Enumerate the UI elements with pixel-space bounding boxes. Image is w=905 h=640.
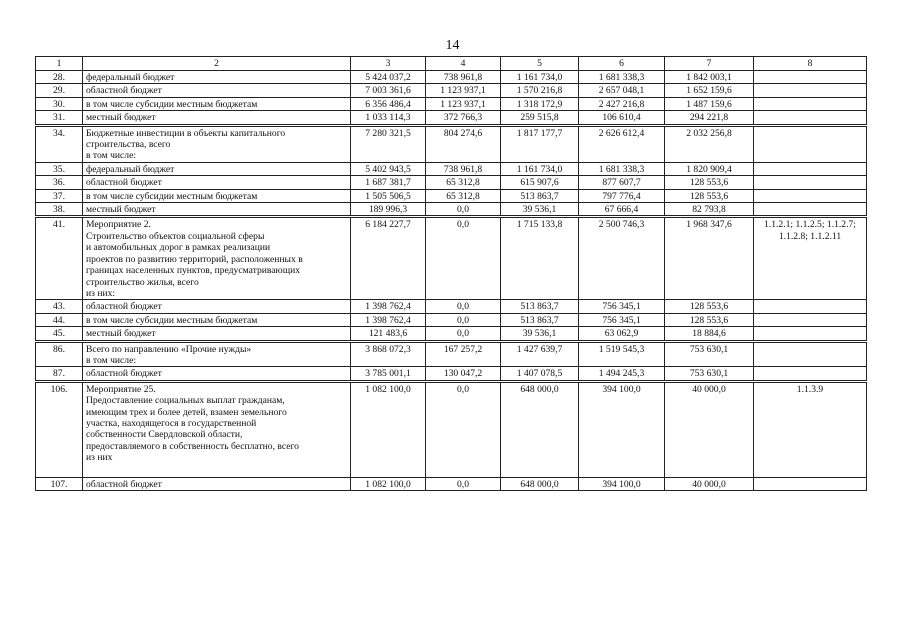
table-row [36,111,867,125]
target-indicator-refs [754,162,867,175]
table-header-row [36,57,867,71]
value-col-6: 797 776,4 [579,189,665,202]
value-col-5: 39 536,1 [501,327,579,341]
row-description: местный бюджет [83,327,351,341]
value-col-4: 0,0 [426,313,501,326]
target-indicator-refs [754,477,867,490]
value-col-5: 1 161 734,0 [501,162,579,175]
row-description: в том числе субсидии местным бюджетам [83,313,351,326]
value-col-4: 0,0 [426,217,501,300]
value-col-7: 40 000,0 [665,477,754,490]
value-col-7: 18 884,6 [665,327,754,341]
row-description: федеральный бюджет [83,71,351,84]
value-col-5: 1 570 216,8 [501,84,579,97]
row-description: областной бюджет [83,300,351,313]
table-row [36,300,867,313]
row-description: в том числе субсидии местным бюджетам [83,97,351,110]
value-col-5: 513 863,7 [501,300,579,313]
row-description: Бюджетные инвестиции в объекты капитального строительства, всего в том числе: [83,125,351,162]
value-col-6: 67 666,4 [579,203,665,217]
value-col-5: 648 000,0 [501,477,579,490]
row-number: 87. [36,367,83,381]
table-row [36,162,867,175]
row-number: 29. [36,84,83,97]
value-col-5: 1 318 172,9 [501,97,579,110]
value-total: 7 003 361,6 [351,84,426,97]
table-row [36,327,867,341]
value-col-7: 1 487 159,6 [665,97,754,110]
value-col-6: 877 607,7 [579,176,665,189]
value-col-6: 1 519 545,3 [579,341,665,367]
value-total: 189 996,3 [351,203,426,217]
value-col-4: 804 274,6 [426,125,501,162]
row-description: местный бюджет [83,111,351,125]
value-total: 3 868 072,3 [351,341,426,367]
value-col-4: 0,0 [426,327,501,341]
table-row [36,189,867,202]
value-col-5: 39 536,1 [501,203,579,217]
value-col-7: 82 793,8 [665,203,754,217]
value-col-4: 738 961,8 [426,71,501,84]
row-number: 38. [36,203,83,217]
column-header: 5 [501,57,579,71]
value-total: 6 184 227,7 [351,217,426,300]
value-col-7: 753 630,1 [665,367,754,381]
column-header: 4 [426,57,501,71]
table-row [36,367,867,381]
table-row [36,97,867,110]
target-indicator-refs [754,203,867,217]
row-number: 44. [36,313,83,326]
value-col-4: 738 961,8 [426,162,501,175]
row-number: 43. [36,300,83,313]
table-row [36,203,867,217]
value-col-6: 1 681 338,3 [579,71,665,84]
table-row [36,313,867,326]
value-col-7: 1 968 347,6 [665,217,754,300]
value-total: 1 687 381,7 [351,176,426,189]
value-col-7: 128 553,6 [665,189,754,202]
value-col-5: 648 000,0 [501,381,579,477]
row-description: Мероприятие 2. Строительство объектов социальной сферы и автомобильных дорог в рамках реализации проектов по развитию территорий, расположенных в границах населенных пунктов, предусматривающих строительство жилья, всего из них: [83,217,351,300]
value-col-5: 513 863,7 [501,189,579,202]
value-col-5: 1 715 133,8 [501,217,579,300]
table-row [36,477,867,490]
column-header: 1 [36,57,83,71]
value-col-7: 128 553,6 [665,300,754,313]
target-indicator-refs [754,84,867,97]
value-col-7: 2 032 256,8 [665,125,754,162]
column-header: 2 [83,57,351,71]
row-description: областной бюджет [83,84,351,97]
row-description: Всего по направлению «Прочие нужды» в том числе: [83,341,351,367]
table-row [36,71,867,84]
row-number: 41. [36,217,83,300]
value-col-7: 128 553,6 [665,176,754,189]
row-description: федеральный бюджет [83,162,351,175]
value-total: 5 424 037,2 [351,71,426,84]
target-indicator-refs [754,313,867,326]
value-col-6: 394 100,0 [579,477,665,490]
table-row [36,84,867,97]
value-col-6: 2 626 612,4 [579,125,665,162]
value-col-6: 106 610,4 [579,111,665,125]
value-total: 1 033 114,3 [351,111,426,125]
row-description: областной бюджет [83,477,351,490]
value-col-7: 1 820 909,4 [665,162,754,175]
value-col-4: 0,0 [426,300,501,313]
target-indicator-refs [754,97,867,110]
value-col-7: 294 221,8 [665,111,754,125]
column-header: 3 [351,57,426,71]
value-total: 6 356 486,4 [351,97,426,110]
row-number: 45. [36,327,83,341]
page-number: 14 [445,38,460,53]
row-description: в том числе субсидии местным бюджетам [83,189,351,202]
value-total: 5 402 943,5 [351,162,426,175]
value-col-4: 167 257,2 [426,341,501,367]
row-number: 30. [36,97,83,110]
target-indicator-refs [754,176,867,189]
value-col-4: 1 123 937,1 [426,84,501,97]
target-indicator-refs: 1.1.3.9 [754,381,867,477]
value-col-6: 2 500 746,3 [579,217,665,300]
value-col-5: 513 863,7 [501,313,579,326]
value-total: 1 082 100,0 [351,381,426,477]
row-description: местный бюджет [83,203,351,217]
value-col-6: 63 062,9 [579,327,665,341]
value-col-6: 1 681 338,3 [579,162,665,175]
value-total: 1 398 762,4 [351,313,426,326]
value-col-4: 65 312,8 [426,189,501,202]
value-col-4: 0,0 [426,477,501,490]
value-col-5: 1 817 177,7 [501,125,579,162]
value-total: 1 398 762,4 [351,300,426,313]
target-indicator-refs [754,367,867,381]
table-row [36,176,867,189]
row-number: 34. [36,125,83,162]
value-col-6: 2 427 216,8 [579,97,665,110]
row-number: 28. [36,71,83,84]
row-number: 36. [36,176,83,189]
value-col-6: 394 100,0 [579,381,665,477]
value-col-4: 65 312,8 [426,176,501,189]
value-col-5: 1 407 078,5 [501,367,579,381]
target-indicator-refs: 1.1.2.1; 1.1.2.5; 1.1.2.7; 1.1.2.8; 1.1.2.11 [754,217,867,300]
value-total: 121 483,6 [351,327,426,341]
column-header: 7 [665,57,754,71]
value-total: 1 505 506,5 [351,189,426,202]
target-indicator-refs [754,125,867,162]
row-number: 31. [36,111,83,125]
value-col-4: 0,0 [426,381,501,477]
row-number: 37. [36,189,83,202]
value-col-6: 2 657 048,1 [579,84,665,97]
target-indicator-refs [754,71,867,84]
table-row [36,381,867,477]
value-col-7: 40 000,0 [665,381,754,477]
value-col-4: 372 766,3 [426,111,501,125]
row-description: областной бюджет [83,367,351,381]
value-total: 7 280 321,5 [351,125,426,162]
value-col-7: 1 652 159,6 [665,84,754,97]
value-total: 3 785 001,1 [351,367,426,381]
table-body [36,71,867,491]
table-row [36,125,867,162]
value-col-6: 756 345,1 [579,300,665,313]
target-indicator-refs [754,341,867,367]
target-indicator-refs [754,327,867,341]
table-row [36,341,867,367]
row-description: областной бюджет [83,176,351,189]
value-col-5: 259 515,8 [501,111,579,125]
budget-table [35,56,867,491]
column-header: 8 [754,57,867,71]
value-col-6: 756 345,1 [579,313,665,326]
row-number: 35. [36,162,83,175]
table-row [36,217,867,300]
row-number: 106. [36,381,83,477]
target-indicator-refs [754,189,867,202]
column-header: 6 [579,57,665,71]
value-col-5: 1 427 639,7 [501,341,579,367]
value-col-4: 0,0 [426,203,501,217]
value-col-7: 753 630,1 [665,341,754,367]
value-col-4: 1 123 937,1 [426,97,501,110]
value-col-5: 1 161 734,0 [501,71,579,84]
row-description: Мероприятие 25. Предоставление социальных выплат гражданам, имеющим трех и более детей, взамен земельного участка, находящегося в государственной собственности Свердловской области, предоставляемого в собственность бесплатно, всего из них [83,381,351,477]
target-indicator-refs [754,300,867,313]
row-number: 86. [36,341,83,367]
value-total: 1 082 100,0 [351,477,426,490]
value-col-6: 1 494 245,3 [579,367,665,381]
value-col-5: 615 907,6 [501,176,579,189]
value-col-4: 130 047,2 [426,367,501,381]
row-number: 107. [36,477,83,490]
value-col-7: 1 842 003,1 [665,71,754,84]
value-col-7: 128 553,6 [665,313,754,326]
target-indicator-refs [754,111,867,125]
